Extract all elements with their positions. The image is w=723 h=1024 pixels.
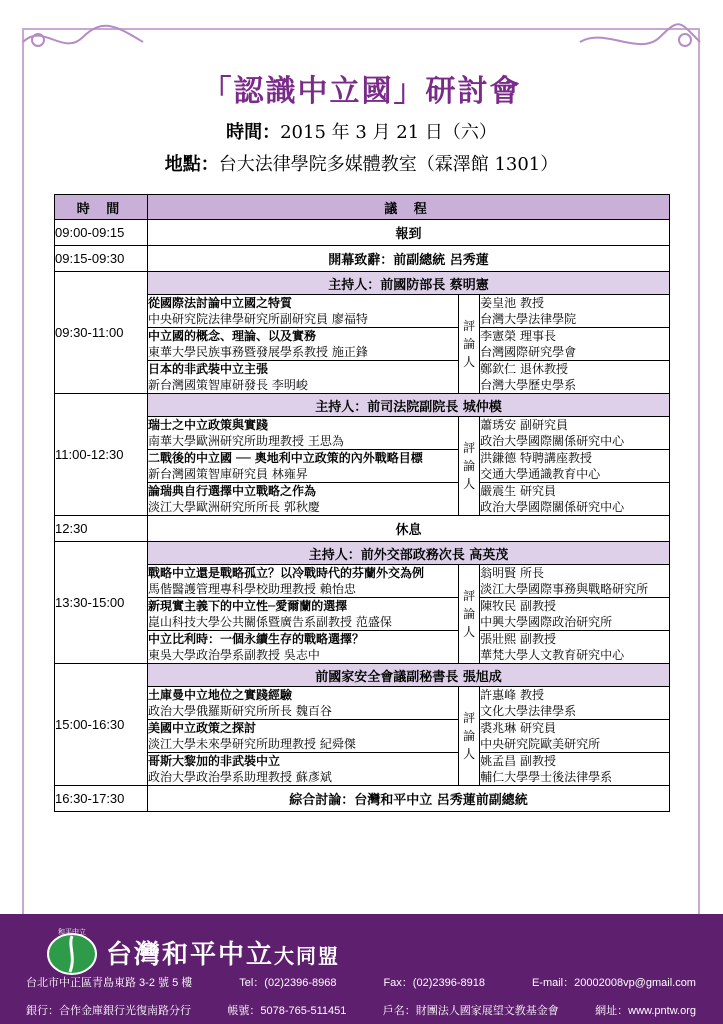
talk: 新現實主義下的中立性─愛爾蘭的選擇 崑山科技大學公共關係暨廣告系副教授 范盛保 [148,598,459,631]
email-link[interactable]: E-mail：20002008vp@gmail.com [531,977,696,989]
reviewer: 洪鎌德 特聘講座教授 交通大學通識教育中心 [480,450,670,483]
website-link[interactable]: 網址：www.pntw.org [595,1005,696,1017]
table-row: 15:00-16:30 前國家安全會議副秘書長 張旭成 [55,664,670,687]
contact-line: 台北市中正區青島東路 3-2 號 5 樓 Tel：(02)2396-8968 Fax：(02)2396-8918 E-mail：20002008vp@gmail.com [26,974,696,990]
reviewer-label: 評論人 [459,417,480,516]
footer [0,914,723,1024]
reviewer: 裘兆琳 研究員 中央研究院歐美研究所 [480,720,670,753]
reviewer: 李憲榮 理事長 台灣國際研究學會 [480,328,670,361]
reviewer-label: 評論人 [459,565,480,664]
talk: 中立比利時：一個永續生存的戰略選擇？ 東吳大學政治學系副教授 吳志中 [148,631,459,664]
schedule-table [54,194,670,812]
globe-logo-icon [42,926,102,978]
bank-line: 銀行：合作金庫銀行光復南路分行 帳號：5078-765-511451 戶名：財團法人國家展望文教基金會 網址：www.pntw.org [26,1002,696,1018]
event-place: 地點：台大法律學院多媒體教室（霖澤館 1301） [164,154,559,175]
table-row: 13:30-15:00 主持人：前外交部政務次長 高英茂 [55,542,670,565]
table-row: 12:30 休息 [55,516,670,542]
reviewer: 許惠峰 教授 文化大學法律學系 [480,687,670,720]
talk: 從國際法討論中立國之特質 中央研究院法律學研究所副研究員 廖福特 [148,295,459,328]
corner-ornament-icon [575,22,705,62]
talk: 中立國的概念、理論、以及實務 東華大學民族事務暨發展學系教授 施正鋒 [148,328,459,361]
svg-text:和平中立: 和平中立 [58,929,86,936]
corner-ornament-icon [18,22,148,62]
reviewer-label: 評論人 [459,295,480,394]
talk: 瑞士之中立政策與實踐 南華大學歐洲研究所助理教授 王思為 [148,417,459,450]
reviewer: 姚孟昌 副教授 輔仁大學學士後法律學系 [480,753,670,786]
reviewer: 蕭琇安 副研究員 政治大學國際關係研究中心 [480,417,670,450]
event-time: 時間：2015 年 3 月 21 日（六） [226,122,497,143]
talk: 日本的非武裝中立主張 新台灣國策智庫研發長 李明峻 [148,361,459,394]
header-agenda: 議 程 [148,195,670,220]
reviewer: 姜皇池 教授 台灣大學法律學院 [480,295,670,328]
talk: 土庫曼中立地位之實踐經驗 政治大學俄羅斯研究所所長 魏百谷 [148,687,459,720]
talk: 二戰後的中立國 ── 奧地利中立政策的內外戰略目標 新台灣國策智庫研究員 林雍昇 [148,450,459,483]
table-row: 09:00-09:15 報到 [55,220,670,246]
table-row: 09:15-09:30 開幕致辭：前副總統 呂秀蓮 [55,246,670,272]
reviewer: 翁明賢 所長 淡江大學國際事務與戰略研究所 [480,565,670,598]
reviewer: 嚴震生 研究員 政治大學國際關係研究中心 [480,483,670,516]
talk: 戰略中立還是戰略孤立？以冷戰時代的芬蘭外交為例 馬偕醫護管理專科學校助理教授 賴怡忠 [148,565,459,598]
table-row: 09:30-11:00 主持人：前國防部長 蔡明憲 [55,272,670,295]
table-row: 16:30-17:30 綜合討論：台灣和平中立 呂秀蓮前副總統 [55,786,670,812]
reviewer-label: 評論人 [459,687,480,786]
talk: 美國中立政策之探討 淡江大學未來學研究所助理教授 紀舜傑 [148,720,459,753]
page-title: 「認識中立國」研討會 [201,74,522,109]
table-row: 11:00-12:30 主持人：前司法院副院長 城仲模 [55,394,670,417]
reviewer: 張壯熙 副教授 華梵大學人文教育研究中心 [480,631,670,664]
reviewer: 鄭欽仁 退休教授 台灣大學歷史學系 [480,361,670,394]
talk: 論瑞典自行選擇中立戰略之作為 淡江大學歐洲研究所所長 郭秋慶 [148,483,459,516]
reviewer: 陳牧民 副教授 中興大學國際政治研究所 [480,598,670,631]
talk: 哥斯大黎加的非武裝中立 政治大學政治學系助理教授 蘇彥斌 [148,753,459,786]
org-name: 台灣和平中立大同盟 [106,940,341,970]
header-time: 時 間 [55,195,148,220]
